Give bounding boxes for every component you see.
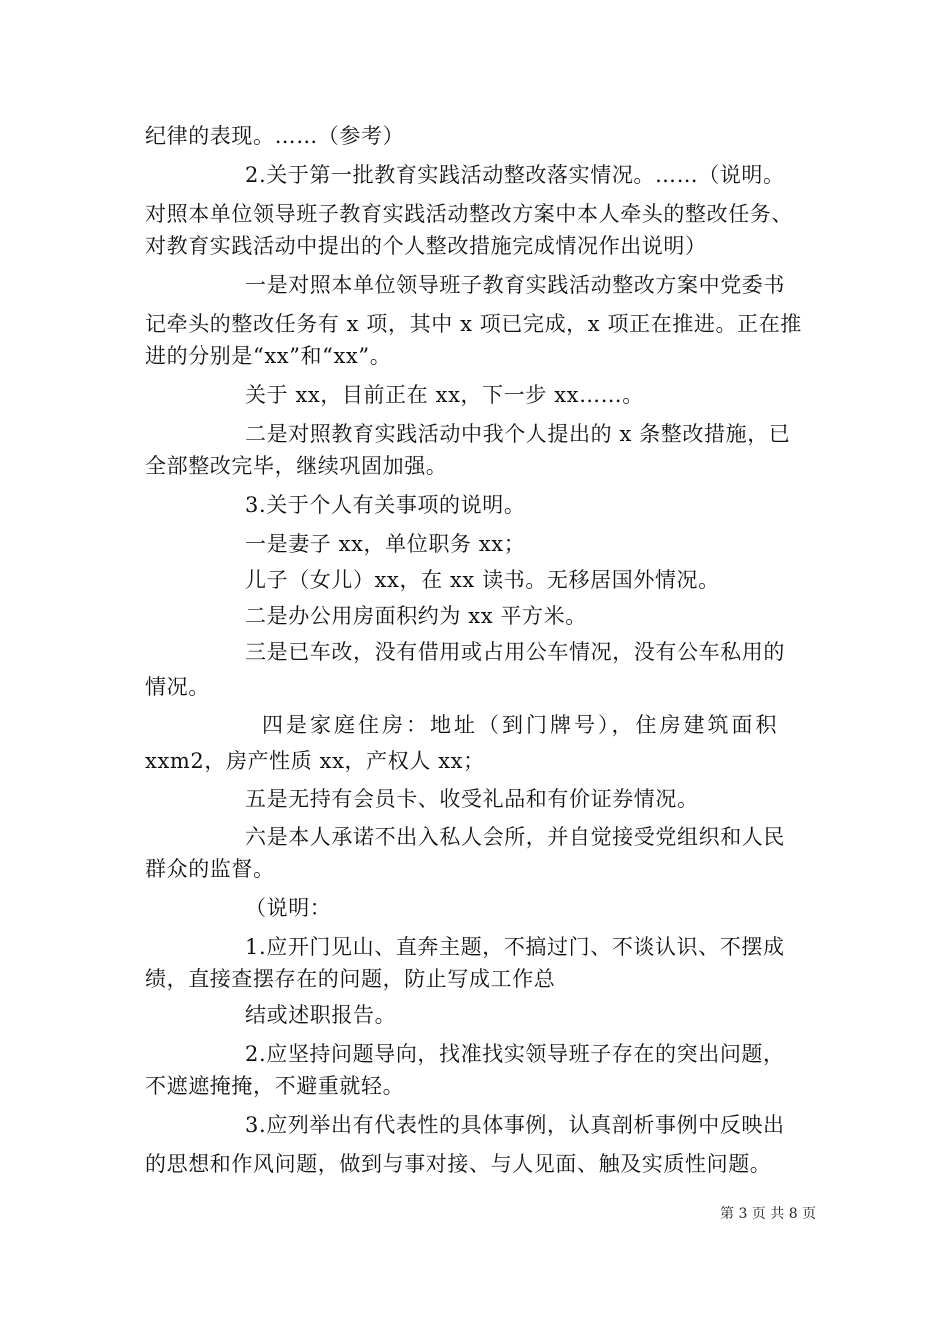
text-line: 关于 xx，目前正在 xx，下一步 xx……。 [245, 383, 644, 407]
text-line: 对照本单位领导班子教育实践活动整改方案中本人牵头的整改任务、 [145, 202, 793, 226]
text-line: 绩，直接查摆存在的问题，防止写成工作总 [145, 967, 556, 991]
text-line: 对教育实践活动中提出的个人整改措施完成情况作出说明） [145, 234, 707, 258]
text-line: 三是已车改，没有借用或占用公车情况，没有公车私用的 [245, 640, 785, 664]
text-line: 进的分别是“xx”和“xx”。 [145, 344, 392, 368]
text-line: 四是家庭住房：地址（到门牌号），住房建筑面积 [262, 713, 780, 737]
text-line: 一是对照本单位领导班子教育实践活动整改方案中党委书 [245, 273, 785, 297]
text-line: 的思想和作风问题，做到与事对接、与人见面、触及实质性问题。 [145, 1152, 772, 1176]
text-line: 不遮遮掩掩，不避重就轻。 [145, 1074, 405, 1098]
text-line: 3.应列举出有代表性的具体事例，认真剖析事例中反映出 [245, 1113, 785, 1137]
text-line: 儿子（女儿）xx，在 xx 读书。无移居国外情况。 [245, 568, 720, 592]
text-line: 二是对照教育实践活动中我个人提出的 x 条整改措施，已 [245, 422, 791, 446]
text-line: 情况。 [145, 675, 210, 699]
text-line: 1.应开门见山、直奔主题，不搞过门、不谈认识、不摆成 [245, 935, 785, 959]
text-line: xxm2，房产性质 xx，产权人 xx； [145, 749, 485, 773]
page-number: 第 3 页 共 8 页 [720, 1206, 817, 1222]
text-line: 群众的监督。 [145, 857, 275, 881]
text-line: 六是本人承诺不出入私人会所，并自觉接受党组织和人民 [245, 825, 785, 849]
text-line: （说明： [245, 896, 332, 920]
text-line: 全部整改完毕，继续巩固加强。 [145, 454, 448, 478]
text-line: 一是妻子 xx，单位职务 xx； [245, 532, 526, 556]
text-line: 记牵头的整改任务有 x 项，其中 x 项已完成，x 项正在推进。正在推 [145, 312, 802, 336]
text-line: 2.应坚持问题导向，找准找实领导班子存在的突出问题， [245, 1042, 785, 1066]
text-line: 2.关于第一批教育实践活动整改落实情况。……（说明。 [245, 163, 785, 187]
text-line: 结或述职报告。 [245, 1003, 397, 1027]
text-line: 二是办公用房面积约为 xx 平方米。 [245, 604, 587, 628]
text-line: 3.关于个人有关事项的说明。 [245, 493, 526, 517]
text-line: 五是无持有会员卡、收受礼品和有价证券情况。 [245, 787, 699, 811]
text-line: 纪律的表现。……（参考） [145, 124, 405, 148]
